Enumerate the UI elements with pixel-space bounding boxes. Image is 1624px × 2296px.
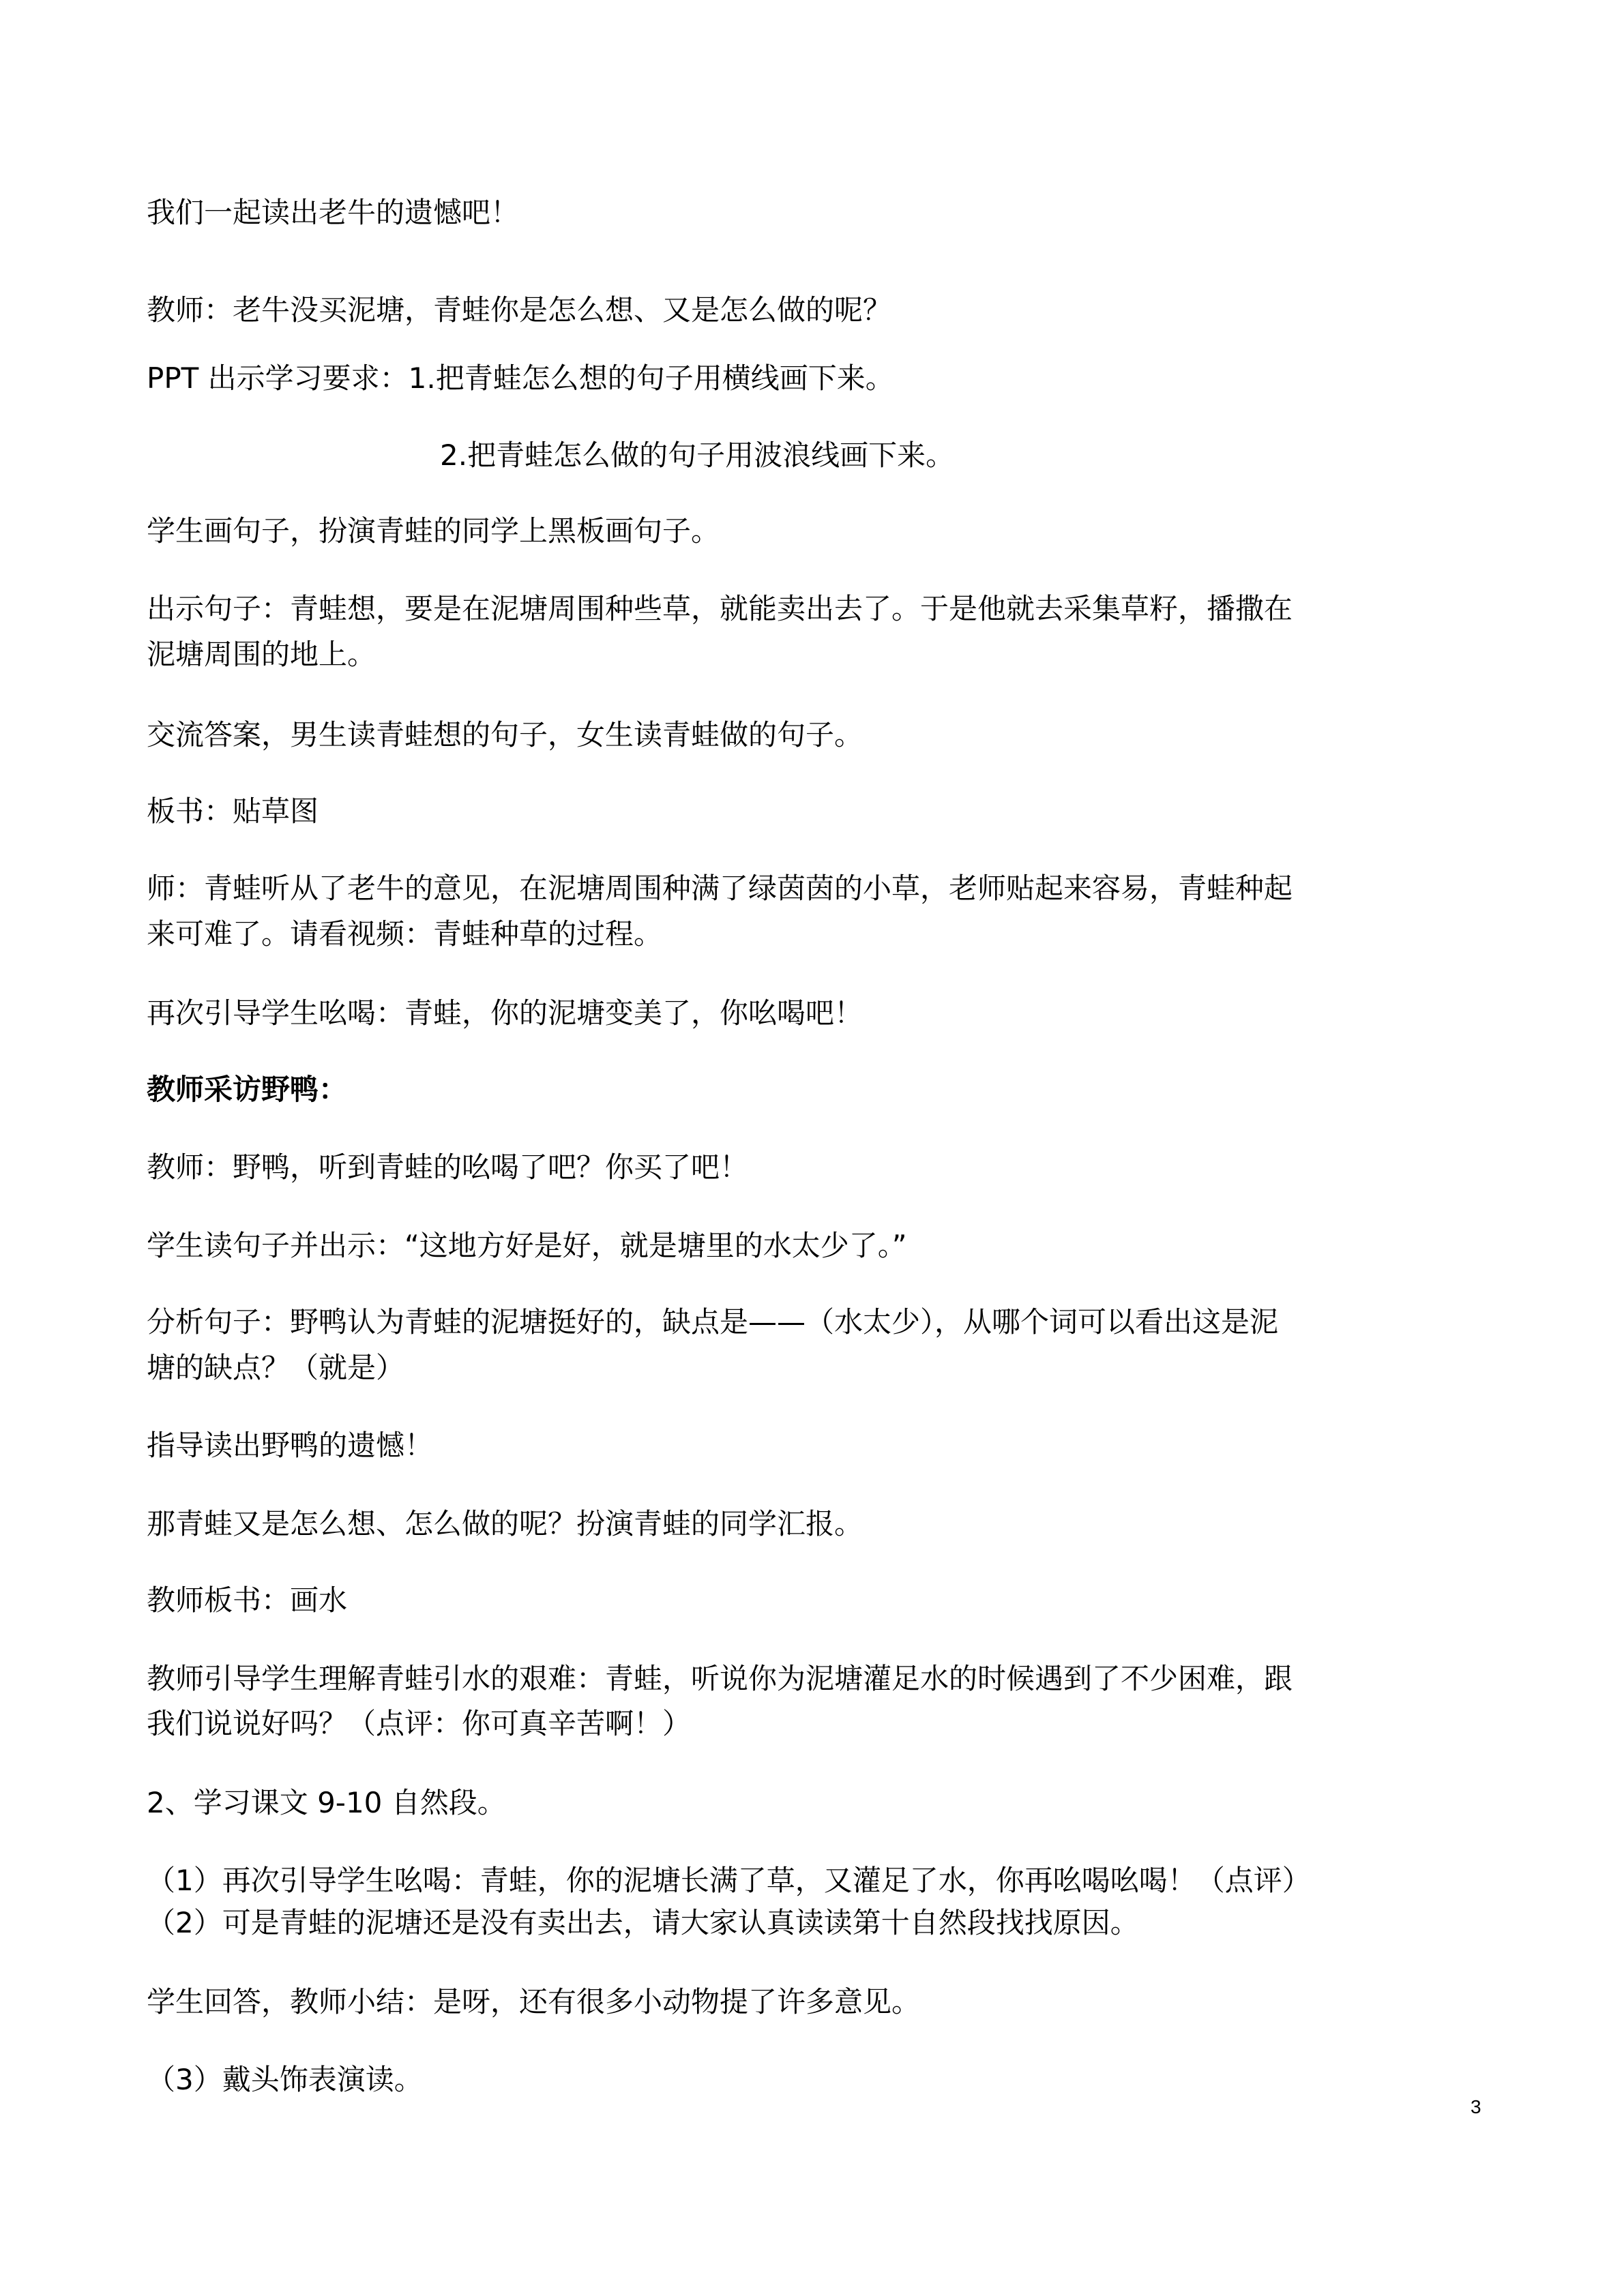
paragraph-line: 我们说说好吗？（点评：你可真辛苦啊！） [147, 1707, 692, 1740]
paragraph-line: 2.把青蛙怎么做的句子用波浪线画下来。 [440, 438, 955, 472]
paragraph-line: 分析句子：野鸭认为青蛙的泥塘挺好的，缺点是——（水太少），从哪个词可以看出这是泥 [147, 1305, 1279, 1339]
paragraph-line: 师：青蛙听从了老牛的意见，在泥塘周围种满了绿茵茵的小草，老师贴起来容易，青蛙种起 [147, 871, 1293, 905]
paragraph-line: 出示句子：青蛙想，要是在泥塘周围种些草，就能卖出去了。于是他就去采集草籽，播撒在 [147, 592, 1293, 625]
paragraph-line: 2、学习课文 9-10 自然段。 [147, 1786, 506, 1819]
page-number: 3 [1471, 2096, 1481, 2117]
paragraph-line: 板书：贴草图 [147, 794, 319, 828]
paragraph-line: PPT 出示学习要求：1.把青蛙怎么想的句子用横线画下来。 [147, 361, 894, 395]
paragraph-line: 再次引导学生吆喝：青蛙，你的泥塘变美了，你吆喝吧！ [147, 996, 863, 1030]
paragraph-line: 交流答案，男生读青蛙想的句子，女生读青蛙做的句子。 [147, 718, 863, 751]
paragraph-line: 教师：野鸭，听到青蛙的吆喝了吧？你买了吧！ [147, 1150, 749, 1184]
paragraph-line: 教师：老牛没买泥塘，青蛙你是怎么想、又是怎么做的呢？ [147, 293, 892, 327]
list-item: （2）可是青蛙的泥塘还是没有卖出去，请大家认真读读第十自然段找找原因。 [147, 1906, 1139, 1939]
paragraph-line: 教师板书：画水 [147, 1583, 348, 1617]
paragraph-line: 学生回答，教师小结：是呀，还有很多小动物提了许多意见。 [147, 1985, 921, 2018]
paragraph-line: 那青蛙又是怎么想、怎么做的呢？扮演青蛙的同学汇报。 [147, 1507, 863, 1540]
paragraph-line: 我们一起读出老牛的遗憾吧！ [147, 196, 520, 229]
paragraph-line: 塘的缺点？（就是） [147, 1351, 405, 1384]
paragraph-line: 来可难了。请看视频：青蛙种草的过程。 [147, 917, 663, 951]
section-heading: 教师采访野鸭： [147, 1073, 348, 1106]
paragraph-line: 指导读出野鸭的遗憾！ [147, 1429, 434, 1462]
list-item: （3）戴头饰表演读。 [147, 2063, 423, 2096]
paragraph-line: 泥塘周围的地上。 [147, 638, 377, 671]
paragraph-line: 学生画句子，扮演青蛙的同学上黑板画句子。 [147, 514, 720, 548]
list-item: （1）再次引导学生吆喝：青蛙，你的泥塘长满了草，又灌足了水，你再吆喝吆喝！（点评） [147, 1864, 1311, 1897]
paragraph-line: 学生读句子并出示：“这地方好是好，就是塘里的水太少了。” [147, 1229, 907, 1262]
paragraph-line: 教师引导学生理解青蛙引水的艰难：青蛙，听说你为泥塘灌足水的时候遇到了不少困难，跟 [147, 1662, 1293, 1695]
